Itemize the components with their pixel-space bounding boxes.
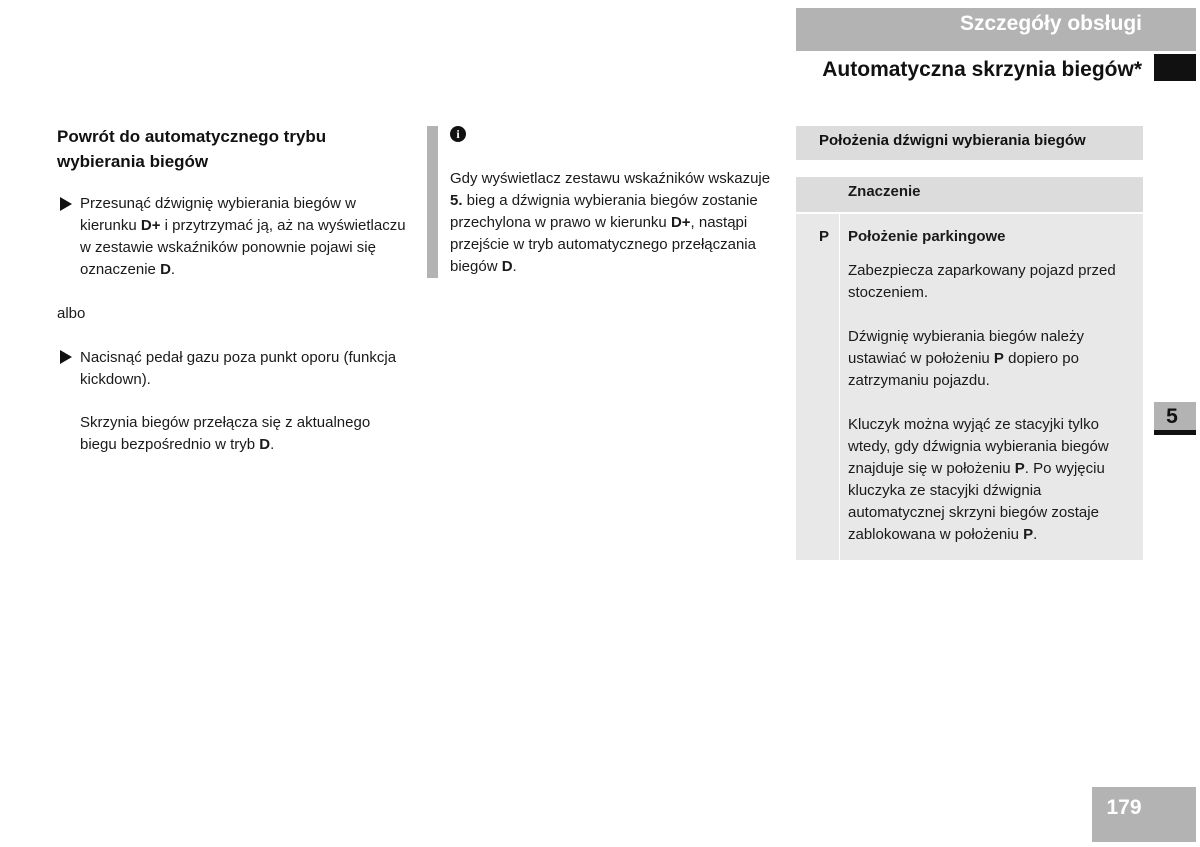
bullet-arrow-icon <box>60 197 72 211</box>
table-title <box>796 126 1143 160</box>
row-title: Położenie parkingowe <box>848 228 1006 245</box>
table-header <box>796 177 1143 212</box>
text: Dźwignię wybierania biegów należy ustawiać w położeniu <box>848 328 1084 367</box>
instruction-1 <box>80 193 410 281</box>
text: bieg a dźwignia wybierania biegów zostanie przechylona w prawo w kierunku <box>450 192 758 231</box>
text: dopiero po zatrzymaniu pojazdu. <box>848 350 1079 389</box>
text: , nastąpi przejście w tryb automatycznego przełączania biegów <box>450 214 756 275</box>
text: i przytrzymać ją, aż na wyświetlaczu w zestawie wskaźników ponownie pojawi się oznaczenie <box>80 217 406 278</box>
bullet-arrow-icon <box>60 350 72 364</box>
column-header: Znaczenie <box>848 183 921 200</box>
table-header-cell <box>796 177 840 212</box>
text: Gdy wyświetlacz zestawu wskaźników wskazuje <box>450 170 771 187</box>
page-number: 179 <box>1106 796 1142 819</box>
row-content <box>848 226 1138 568</box>
section-title: Szczegóły obsługi <box>959 12 1142 35</box>
text: . <box>270 436 275 453</box>
text-bold: D+ <box>670 214 691 231</box>
text-bold: D <box>501 258 513 275</box>
text-bold: 5. <box>450 192 463 209</box>
row-paragraph <box>848 326 1138 392</box>
text-bold: D <box>160 261 171 278</box>
table-title-text: Położenia dźwigni wybierania biegów <box>819 132 1086 149</box>
text: Skrzynia biegów przełącza się z aktualnego biegu bezpośrednio w tryb <box>80 414 371 453</box>
text: . Po wyjęciu kluczyka ze stacyjki dźwignia automatycznej skrzyni biegów zostaje zablokowana w położeniu <box>848 460 1105 543</box>
info-icon: i <box>450 126 466 142</box>
text: . <box>512 258 517 275</box>
text-bold: D <box>259 436 271 453</box>
row-key: P <box>819 228 830 245</box>
text-bold: P <box>1023 526 1034 543</box>
text: Przesunąć dźwignię wybierania biegów w kierunku <box>80 195 356 234</box>
chapter-number: 5 <box>1166 405 1178 428</box>
row-paragraph <box>848 414 1138 546</box>
text: Kluczyk można wyjąć ze stacyjki tylko wtedy, gdy dźwignia wybierania biegów znajduje się w położeniu <box>848 416 1109 477</box>
text: . <box>170 261 176 278</box>
alternative-label: albo <box>57 305 86 322</box>
instruction-result <box>80 412 410 456</box>
text-bold: P <box>1014 460 1025 477</box>
section-heading: Powrót do automatycznego trybu wybierania biegów <box>57 127 327 171</box>
text-bold: D+ <box>140 217 161 234</box>
note-text <box>450 168 780 278</box>
table-cell <box>796 214 839 560</box>
page-subtitle: Automatyczna skrzynia biegów* <box>822 58 1142 81</box>
row-paragraph: Zabezpiecza zaparkowany pojazd przed stoczeniem. <box>848 262 1116 301</box>
header-marker <box>1154 54 1196 81</box>
text-bold: P <box>993 350 1004 367</box>
instruction-2: Nacisnąć pedał gazu poza punkt oporu (funkcja kickdown). <box>80 349 397 388</box>
text: . <box>1033 526 1038 543</box>
table-row <box>796 214 1143 560</box>
note-bar <box>427 126 438 278</box>
table-header-cell <box>840 177 1143 212</box>
